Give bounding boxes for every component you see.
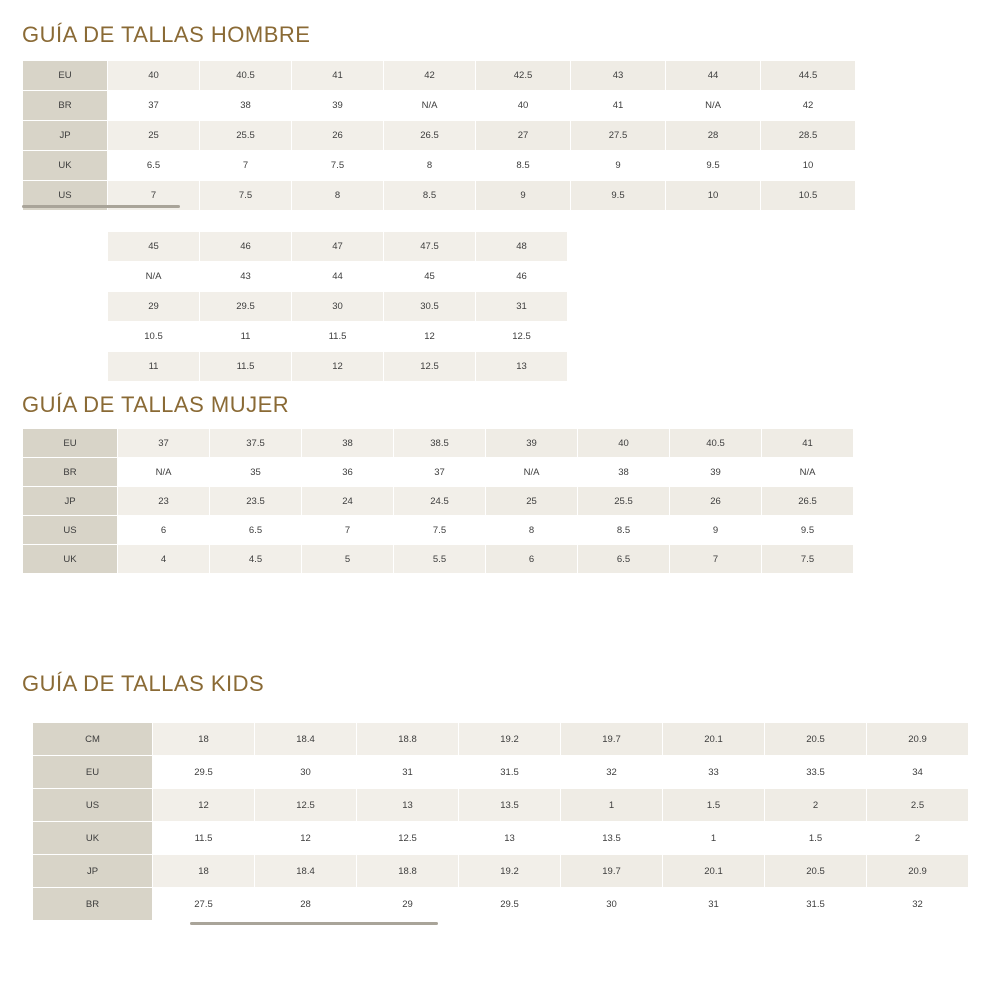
cell: 7.5 — [200, 181, 292, 211]
cell: 37 — [118, 429, 210, 458]
cell: 40 — [108, 61, 200, 91]
cell: 1 — [663, 822, 765, 855]
cell: 38 — [200, 91, 292, 121]
cell: 5 — [302, 545, 394, 574]
cell: 9.5 — [666, 151, 761, 181]
size-table-hombre-continued — [107, 231, 568, 382]
cell: 13 — [476, 352, 568, 382]
cell: 6 — [118, 516, 210, 545]
cell: 30 — [561, 888, 663, 921]
cell: N/A — [486, 458, 578, 487]
table-row — [33, 789, 969, 822]
cell: 19.7 — [561, 723, 663, 756]
cell: 39 — [486, 429, 578, 458]
cell: N/A — [762, 458, 854, 487]
cell: 18.8 — [357, 855, 459, 888]
cell: 30.5 — [384, 292, 476, 322]
cell: 11.5 — [292, 322, 384, 352]
cell: 13 — [459, 822, 561, 855]
cell: 11.5 — [200, 352, 292, 382]
table-row — [23, 121, 856, 151]
cell: 8 — [384, 151, 476, 181]
horizontal-scrollbar-hombre[interactable] — [22, 205, 180, 208]
cell: 46 — [476, 262, 568, 292]
cell: 27 — [476, 121, 571, 151]
cell: 24.5 — [394, 487, 486, 516]
row-header: UK — [33, 822, 153, 855]
cell: 42 — [761, 91, 856, 121]
cell: 9.5 — [762, 516, 854, 545]
row-header: EU — [23, 429, 118, 458]
cell: 33 — [663, 756, 765, 789]
cell: 38 — [578, 458, 670, 487]
cell: 41 — [762, 429, 854, 458]
cell: 44 — [666, 61, 761, 91]
section-title-kids: GUÍA DE TALLAS KIDS — [22, 671, 265, 696]
table-row — [108, 352, 568, 382]
cell: 31 — [476, 292, 568, 322]
cell: 26.5 — [762, 487, 854, 516]
row-header: JP — [23, 487, 118, 516]
cell: 7 — [108, 181, 200, 211]
cell: 1.5 — [663, 789, 765, 822]
cell: 6.5 — [578, 545, 670, 574]
table-row — [33, 723, 969, 756]
cell: 29 — [108, 292, 200, 322]
cell: 12.5 — [255, 789, 357, 822]
cell: 47 — [292, 232, 384, 262]
table-row — [23, 91, 856, 121]
cell: 11 — [108, 352, 200, 382]
table-row — [23, 61, 856, 91]
cell: 13.5 — [459, 789, 561, 822]
cell: 6 — [486, 545, 578, 574]
cell: N/A — [384, 91, 476, 121]
table-row — [33, 888, 969, 921]
cell: 25 — [108, 121, 200, 151]
cell: 35 — [210, 458, 302, 487]
table-row — [108, 322, 568, 352]
cell: 8 — [486, 516, 578, 545]
cell: 9 — [571, 151, 666, 181]
table-row — [23, 151, 856, 181]
horizontal-scrollbar-kids[interactable] — [190, 922, 438, 925]
cell: 40.5 — [200, 61, 292, 91]
cell: 36 — [302, 458, 394, 487]
cell: 31.5 — [459, 756, 561, 789]
cell: 31 — [663, 888, 765, 921]
cell: 9 — [670, 516, 762, 545]
cell: 30 — [255, 756, 357, 789]
cell: 29.5 — [153, 756, 255, 789]
cell: 38.5 — [394, 429, 486, 458]
cell: 8 — [292, 181, 384, 211]
cell: 47.5 — [384, 232, 476, 262]
cell: 39 — [670, 458, 762, 487]
cell: 20.9 — [867, 855, 969, 888]
cell: 11.5 — [153, 822, 255, 855]
cell: 25.5 — [200, 121, 292, 151]
table-row — [23, 487, 854, 516]
cell: 37.5 — [210, 429, 302, 458]
table-row — [23, 429, 854, 458]
cell: 45 — [384, 262, 476, 292]
cell: 7 — [200, 151, 292, 181]
cell: 27.5 — [153, 888, 255, 921]
cell: 12 — [255, 822, 357, 855]
cell: 43 — [571, 61, 666, 91]
cell: 20.1 — [663, 723, 765, 756]
cell: 19.7 — [561, 855, 663, 888]
section-title-hombre: GUÍA DE TALLAS HOMBRE — [22, 22, 311, 47]
cell: 13.5 — [561, 822, 663, 855]
size-table-kids — [32, 722, 969, 921]
cell: 12.5 — [476, 322, 568, 352]
cell: 37 — [394, 458, 486, 487]
row-header: US — [33, 789, 153, 822]
cell: 2.5 — [867, 789, 969, 822]
cell: 1.5 — [765, 822, 867, 855]
cell: 25 — [486, 487, 578, 516]
cell: 2 — [765, 789, 867, 822]
cell: 5.5 — [394, 545, 486, 574]
cell: 12 — [384, 322, 476, 352]
cell: 23 — [118, 487, 210, 516]
cell: 41 — [292, 61, 384, 91]
cell: 4.5 — [210, 545, 302, 574]
row-header: UK — [23, 151, 108, 181]
cell: 28 — [255, 888, 357, 921]
table-row — [23, 545, 854, 574]
cell: 37 — [108, 91, 200, 121]
cell: 7.5 — [394, 516, 486, 545]
cell: 19.2 — [459, 855, 561, 888]
cell: 10 — [666, 181, 761, 211]
cell: 43 — [200, 262, 292, 292]
cell: 7.5 — [762, 545, 854, 574]
cell: 10 — [761, 151, 856, 181]
row-header: JP — [33, 855, 153, 888]
cell: 20.9 — [867, 723, 969, 756]
cell: 18.4 — [255, 855, 357, 888]
cell: 31 — [357, 756, 459, 789]
cell: 18.4 — [255, 723, 357, 756]
cell: 42.5 — [476, 61, 571, 91]
cell: 25.5 — [578, 487, 670, 516]
cell: 24 — [302, 487, 394, 516]
cell: 23.5 — [210, 487, 302, 516]
cell: 26 — [670, 487, 762, 516]
cell: 20.1 — [663, 855, 765, 888]
table-row — [23, 458, 854, 487]
cell: 7 — [670, 545, 762, 574]
cell: 18.8 — [357, 723, 459, 756]
row-header: BR — [33, 888, 153, 921]
cell: 48 — [476, 232, 568, 262]
cell: 31.5 — [765, 888, 867, 921]
cell: 29.5 — [459, 888, 561, 921]
cell: 4 — [118, 545, 210, 574]
cell: 33.5 — [765, 756, 867, 789]
cell: 44 — [292, 262, 384, 292]
size-table-hombre-primary — [22, 60, 856, 211]
cell: 44.5 — [761, 61, 856, 91]
cell: 29.5 — [200, 292, 292, 322]
table-row — [108, 232, 568, 262]
cell: 1 — [561, 789, 663, 822]
cell: N/A — [666, 91, 761, 121]
cell: 9.5 — [571, 181, 666, 211]
cell: 28 — [666, 121, 761, 151]
cell: 32 — [867, 888, 969, 921]
table-row — [33, 822, 969, 855]
cell: 12.5 — [384, 352, 476, 382]
cell: 10.5 — [108, 322, 200, 352]
cell: 11 — [200, 322, 292, 352]
cell: 7 — [302, 516, 394, 545]
cell: 12 — [153, 789, 255, 822]
row-header: BR — [23, 91, 108, 121]
cell: N/A — [118, 458, 210, 487]
row-header: EU — [33, 756, 153, 789]
row-header: CM — [33, 723, 153, 756]
cell: 29 — [357, 888, 459, 921]
row-header: UK — [23, 545, 118, 574]
cell: 26.5 — [384, 121, 476, 151]
table-row — [108, 292, 568, 322]
cell: 32 — [561, 756, 663, 789]
cell: 40.5 — [670, 429, 762, 458]
cell: 12 — [292, 352, 384, 382]
row-header: BR — [23, 458, 118, 487]
cell: 40 — [578, 429, 670, 458]
row-header: JP — [23, 121, 108, 151]
cell: 18 — [153, 855, 255, 888]
cell: 7.5 — [292, 151, 384, 181]
cell: 41 — [571, 91, 666, 121]
row-header: EU — [23, 61, 108, 91]
cell: 12.5 — [357, 822, 459, 855]
table-row — [108, 262, 568, 292]
cell: 2 — [867, 822, 969, 855]
cell: 13 — [357, 789, 459, 822]
cell: 46 — [200, 232, 292, 262]
cell: 18 — [153, 723, 255, 756]
cell: 20.5 — [765, 855, 867, 888]
cell: 10.5 — [761, 181, 856, 211]
table-row — [23, 516, 854, 545]
cell: 19.2 — [459, 723, 561, 756]
cell: 8.5 — [476, 151, 571, 181]
row-header: US — [23, 516, 118, 545]
row-header: US — [23, 181, 108, 211]
cell: 8.5 — [578, 516, 670, 545]
cell: 30 — [292, 292, 384, 322]
cell: 40 — [476, 91, 571, 121]
cell: 45 — [108, 232, 200, 262]
cell: 34 — [867, 756, 969, 789]
cell: 8.5 — [384, 181, 476, 211]
cell: 6.5 — [210, 516, 302, 545]
cell: 28.5 — [761, 121, 856, 151]
table-row — [33, 855, 969, 888]
size-table-mujer — [22, 428, 854, 574]
cell: 20.5 — [765, 723, 867, 756]
table-row — [33, 756, 969, 789]
cell: 39 — [292, 91, 384, 121]
cell: 9 — [476, 181, 571, 211]
cell: 6.5 — [108, 151, 200, 181]
cell: N/A — [108, 262, 200, 292]
cell: 42 — [384, 61, 476, 91]
section-title-mujer: GUÍA DE TALLAS MUJER — [22, 392, 290, 417]
cell: 26 — [292, 121, 384, 151]
cell: 27.5 — [571, 121, 666, 151]
cell: 38 — [302, 429, 394, 458]
